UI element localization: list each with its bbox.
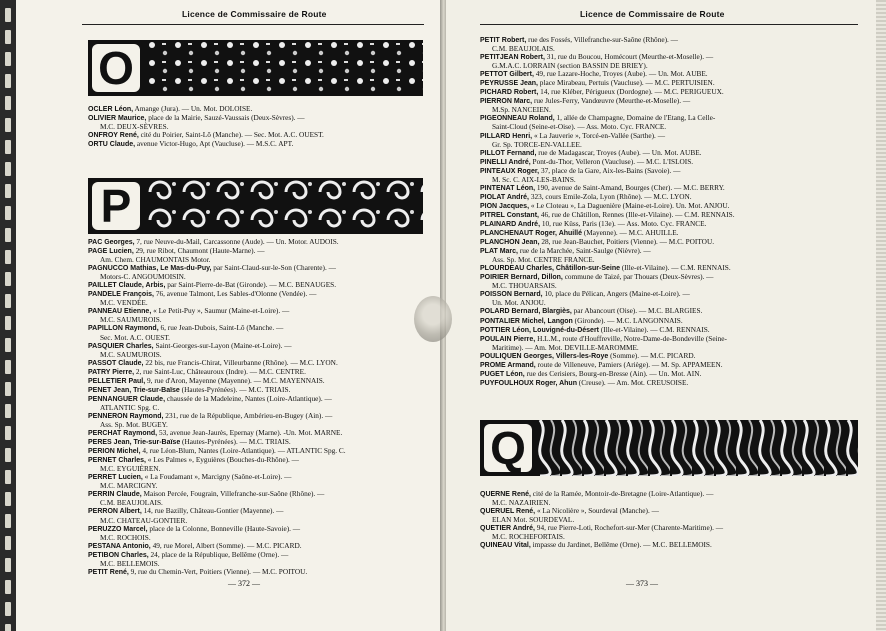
binding-hole xyxy=(5,624,11,631)
page-number: — 373 — xyxy=(626,579,658,588)
binding-hole xyxy=(5,162,11,176)
section-banner-o xyxy=(88,40,423,96)
entry: QUERUEL René, « La Nicolière », Sourdeval (Manche). — ELAN Mot. SOURDEVAL. xyxy=(480,506,659,525)
entry: PERES Jean, Trie-sur-Baïse (Hautes-Pyrénées). — M.C. TRIAIS. xyxy=(88,437,291,447)
entry: PIOLAT André, 323, cours Emile-Zola, Lyon (Rhône). — M.C. LYON. xyxy=(480,191,692,201)
binding-hole xyxy=(5,536,11,550)
binding-hole xyxy=(5,228,11,242)
entry: PUGET Léon, rue des Cerisiers, Bourg-en-Bresse (Ain). — Un. Mot. AIN. xyxy=(480,368,702,378)
entry: PION Jacques, « Le Cloteau », La Daguenière (Maine-et-Loire). Un. Mot. ANJOU. xyxy=(480,200,730,210)
entry: PANNEAU Etienne, « Le Petit-Puy », Saumur (Maine-et-Loire). — M.C. SAUMUROIS. xyxy=(88,306,290,325)
binding-hole xyxy=(5,52,11,66)
entry: PLANCHENAUT Roger, Ahuillé (Mayenne). — M.C. AHUILLE. xyxy=(480,228,679,238)
entry: OLIVIER Maurice, place de la Mairie, Sauzé-Vaussais (Deux-Sèvres). — M.C. DEUX-SÈVRES. xyxy=(88,113,305,132)
binding-hole xyxy=(5,184,11,198)
binding-hole xyxy=(5,514,11,528)
binding-hole xyxy=(5,360,11,374)
section-letter: P xyxy=(92,182,140,230)
entry: PETIT Robert, rue des Fossés, Villefranche-sur-Saône (Rhône). — C.M. BEAUJOLAIS. xyxy=(480,35,678,54)
entry: PAGE Lucien, 29, rue Ribot, Chaumont (Haute-Marne). — Am. Chem. CHAUMONTAIS Motor. xyxy=(88,246,265,265)
left-page xyxy=(0,0,440,631)
entry: ONFROY René, cité du Poirier, Saint-Lô (Manche). — Sec. Mot. A.C. OUEST. xyxy=(88,130,324,140)
entry: QUERNE René, cité de la Ramée, Montoir-de-Bretagne (Loire-Atlantique). — M.C. NAZAIRIEN. xyxy=(480,489,714,508)
entry: PITREL Constant, 46, rue de Châtillon, Rennes (Ille-et-Vilaine). — C.M. RENNAIS. xyxy=(480,209,735,219)
entry: PIGEONNEAU Roland, 1, allée de Champagne, Domaine de l'Etang, La Celle- Saint-Cloud (Seine-et-Oise). — Ass. Moto. Cyc. FRANCE. xyxy=(480,113,716,132)
portrait-photo xyxy=(414,296,452,342)
entry: PILLARD Henri, « La Jauverie », Torcé-en-Vallée (Sarthe). — Gr. Sp. TORCE-EN-VALLEE. xyxy=(480,130,665,149)
binding-hole xyxy=(5,294,11,308)
page-edge xyxy=(876,0,886,631)
entries-q xyxy=(480,490,860,550)
entry: PENET Jean, Trie-sur-Baïse (Hautes-Pyrénées). — M.C. TRIAIS. xyxy=(88,384,291,394)
entry: PASSOT Claude, 22 bis, rue Francis-Chirat, Villeurbanne (Rhône). — M.C. LYON. xyxy=(88,357,338,367)
entry: ORTU Claude, avenue Victor-Hugo, Apt (Vaucluse). — M.S.C. APT. xyxy=(88,139,294,149)
decorative-wave-pattern xyxy=(538,420,858,476)
entry: QUINEAU Vital, impasse du Jardinet, Bellême (Orne). — M.C. BELLEMOIS. xyxy=(480,540,712,550)
entry: PERION Michel, 4, rue Léon-Blum, Nantes (Loire-Atlantique). — ATLANTIC Spg. C. xyxy=(88,446,346,456)
right-page xyxy=(446,0,886,631)
entry: PAPILLON Raymond, 6, rue Jean-Dubois, Saint-Lô (Manche. — Sec. Mot. A.C. OUEST. xyxy=(88,323,284,342)
binding-hole xyxy=(5,602,11,616)
entry: PANDELE François, 76, avenue Talmont, Les Sables-d'Olonne (Vendée). — M.C. VENDÉE. xyxy=(88,289,317,308)
entry: PLOURDEAU Charles, Châtillon-sur-Seine (Ille-et-Vilaine). — C.M. RENNAIS. xyxy=(480,263,731,273)
entry: PERCHAT Raymond, 53, avenue Jean-Jaurès, Epernay (Marne). -Un. Mot. MARNE. xyxy=(88,428,343,438)
binding-hole xyxy=(5,558,11,572)
entry: PELLETIER Paul, 9, rue d'Aron, Mayenne (Mayenne). — M.C. MAYENNAIS. xyxy=(88,375,325,385)
entry: PILLOT Fernand, rue de Madagascar, Troyes (Aube). — Un. Mot. AUBE. xyxy=(480,147,702,157)
binding-hole xyxy=(5,580,11,594)
binding-hole xyxy=(5,118,11,132)
entry: PENNANGUER Claude, chaussée de la Madeleine, Nantes (Loire-Atlantique). — ATLANTIC Spg. C. xyxy=(88,393,332,412)
entry: PIERRON Marc, rue Jules-Ferry, Vandœuvre (Meurthe-et-Moselle). — M.Sp. NANCEIEN. xyxy=(480,96,691,115)
binding-hole xyxy=(5,206,11,220)
entry: PERNET Charles, « Les Palmes », Eyguières (Bouches-du-Rhône). — M.C. EYGUIÈREN. xyxy=(88,455,299,474)
binding-hole xyxy=(5,448,11,462)
entry: PERRET Lucien, « La Foudamant », Marcigny (Saône-et-Loire). — M.C. MARCIGNY. xyxy=(88,472,292,491)
entries-p-continued xyxy=(480,36,860,388)
section-letter: Q xyxy=(484,424,532,472)
page-number: — 372 — xyxy=(228,579,260,588)
entry: PESTANA Antonio, 49, rue Morel, Albert (Somme). — M.C. PICARD. xyxy=(88,540,302,550)
entry: PERUZZO Marcel, place de la Colonne, Bonneville (Haute-Savoie). — M.C. ROCHOIS. xyxy=(88,523,301,542)
binding-hole xyxy=(5,8,11,22)
entry: PLANCHON Jean, 28, rue Jean-Bauchet, Poitiers (Vienne). — M.C. POITOU. xyxy=(480,237,715,247)
binding-hole xyxy=(5,492,11,506)
entry: POTTIER Léon, Louvigné-du-Désert (Ille-et-Vilaine). — C.M. RENNAIS. xyxy=(480,324,710,334)
entry: PATRY Pierre, 2, rue Saint-Luc, Châteauroux (Indre). — M.C. CENTRE. xyxy=(88,366,306,376)
entry: POULAIN Pierre, H.L.M., route d'Houffreville, Notre-Dame-de-Bondeville (Seine- Maritime). — Am. Mot. DEVILLE-MAROMME. xyxy=(480,333,727,352)
entry: PETTOT Gilbert, 49, rue Lazare-Hoche, Troyes (Aube). — Un. Mot. AUBE. xyxy=(480,69,708,79)
entry: PETITJEAN Robert, 31, rue du Boucou, Homécourt (Meurthe-et-Moselle). — G.M.A.C. LORRAIN (section BASSIN DE BRIEY). xyxy=(480,52,714,71)
binding-hole xyxy=(5,30,11,44)
entry: PONTALIER Michel, Langon (Gironde). — M.C. LANGONNAIS. xyxy=(480,315,683,325)
entry: POIRIER Bernard, Dillon, commune de Taizé, par Thouars (Deux-Sèvres). — M.C. THOUARSAIS. xyxy=(480,272,714,291)
entry: PINELLI André, Pont-du-Thor, Velleron (Vaucluse). — M.C. L'ISLOIS. xyxy=(480,156,694,166)
entry: PETIBON Charles, 24, place de la République, Bellême (Orne). — M.C. BELLEMOIS. xyxy=(88,549,289,568)
section-letter: O xyxy=(92,44,140,92)
entry: PLAT Marc, rue de la Marchée, Saint-Saulge (Nièvre). — Ass. Sp. Mot. CENTRE FRANCE. xyxy=(480,246,651,265)
entry: POLARD Bernard, Blargiès, par Abancourt (Oise). — M.C. BLARGIES. xyxy=(480,306,703,316)
entry: PEYRUSSE Jean, place Mirabeau, Pertuis (Vaucluse). — M.C. PERTUISIEN. xyxy=(480,78,715,88)
binding-hole xyxy=(5,140,11,154)
binding-hole xyxy=(5,250,11,264)
binding-hole xyxy=(5,74,11,88)
entry: POISSON Bernard, 10, place du Pélican, Angers (Maine-et-Loire). — Un. Mot. ANJOU. xyxy=(480,289,690,308)
binding-hole xyxy=(5,426,11,440)
entry: PAGNUCCO Mathias, Le Mas-du-Puy, par Saint-Claud-sur-le-Son (Charente). — Motors-C. ANGOUMOISIN. xyxy=(88,263,336,282)
entries-p xyxy=(88,238,430,577)
entries-o xyxy=(88,105,428,149)
binding-hole xyxy=(5,382,11,396)
spiral-binding xyxy=(0,0,16,631)
binding-hole xyxy=(5,470,11,484)
section-banner-p xyxy=(88,178,423,234)
binding-hole xyxy=(5,316,11,330)
binding-hole xyxy=(5,96,11,110)
binding-hole xyxy=(5,338,11,352)
entry: PICHARD Robert, 14, rue Kléber, Périgueux (Dordogne). — M.C. PERIGUEUX. xyxy=(480,87,724,97)
entry: PINTEAUX Roger, 37, place de la Gare, Aix-les-Bains (Savoie). — M. Sc. C. AIX-LES-BAINS. xyxy=(480,165,681,184)
page-header: Licence de Commissaire de Route xyxy=(580,9,725,19)
header-rule xyxy=(82,24,424,25)
entry: PAILLET Claude, Arbis, par Saint-Pierre-de-Bat (Gironde). — M.C. BENAUGES. xyxy=(88,280,337,290)
entry: PUYFOULHOUX Roger, Ahun (Creuse). — Am. Mot. CREUSOISE. xyxy=(480,377,689,387)
entry: PERRON Albert, 14, rue Bazilly, Château-Gontier (Mayenne). — M.C. CHATEAU-GONTIER. xyxy=(88,506,284,525)
entry: PROME Armand, route de Villeneuve, Pamiers (Ariège). — M. Sp. APPAMEEN. xyxy=(480,359,723,369)
binding-hole xyxy=(5,272,11,286)
entry: PAC Georges, 7, rue Neuve-du-Mail, Carcassonne (Aude). — Un. Motor. AUDOIS. xyxy=(88,237,339,246)
entry: PERRIN Claude, Maison Percée, Fougrain, Villefranche-sur-Saône (Rhône). — C.M. BEAUJOLAIS. xyxy=(88,489,325,508)
entry: PETIT René, 9, rue du Chemin-Vert, Poitiers (Vienne). — M.C. POITOU. xyxy=(88,566,308,576)
entry: QUETIER André, 94, rue Pierre-Loti, Rochefort-sur-Mer (Charente-Maritime). — M.C. ROCHEFORTAIS. xyxy=(480,523,724,542)
decorative-dot-pattern xyxy=(146,40,423,96)
decorative-swirl-pattern xyxy=(146,178,423,234)
entry: POULIQUEN Georges, Villers-les-Roye (Somme). — M.C. PICARD. xyxy=(480,350,696,360)
section-banner-q xyxy=(480,420,858,476)
binding-hole xyxy=(5,404,11,418)
header-rule xyxy=(480,24,858,25)
entry: PLAINARD André, 10, rue Küss, Paris (13e). — Ass. Moto. Cyc. FRANCE. xyxy=(480,218,707,228)
entry: PENNERON Raymond, 231, rue de la République, Ambérieu-en-Bugey (Ain). — Ass. Sp. Mot. BUGEY. xyxy=(88,410,333,429)
entry: PASQUIER Charles, Saint-Georges-sur-Layon (Maine-et-Loire). — M.C. SAUMUROIS. xyxy=(88,340,292,359)
entry: PINTENAT Léon, 190, avenue de Saint-Amand, Bourges (Cher). — M.C. BERRY. xyxy=(480,182,725,192)
entry: OCLER Léon, Amange (Jura). — Un. Mot. DOLOISE. xyxy=(88,104,253,113)
page-header: Licence de Commissaire de Route xyxy=(182,9,327,19)
